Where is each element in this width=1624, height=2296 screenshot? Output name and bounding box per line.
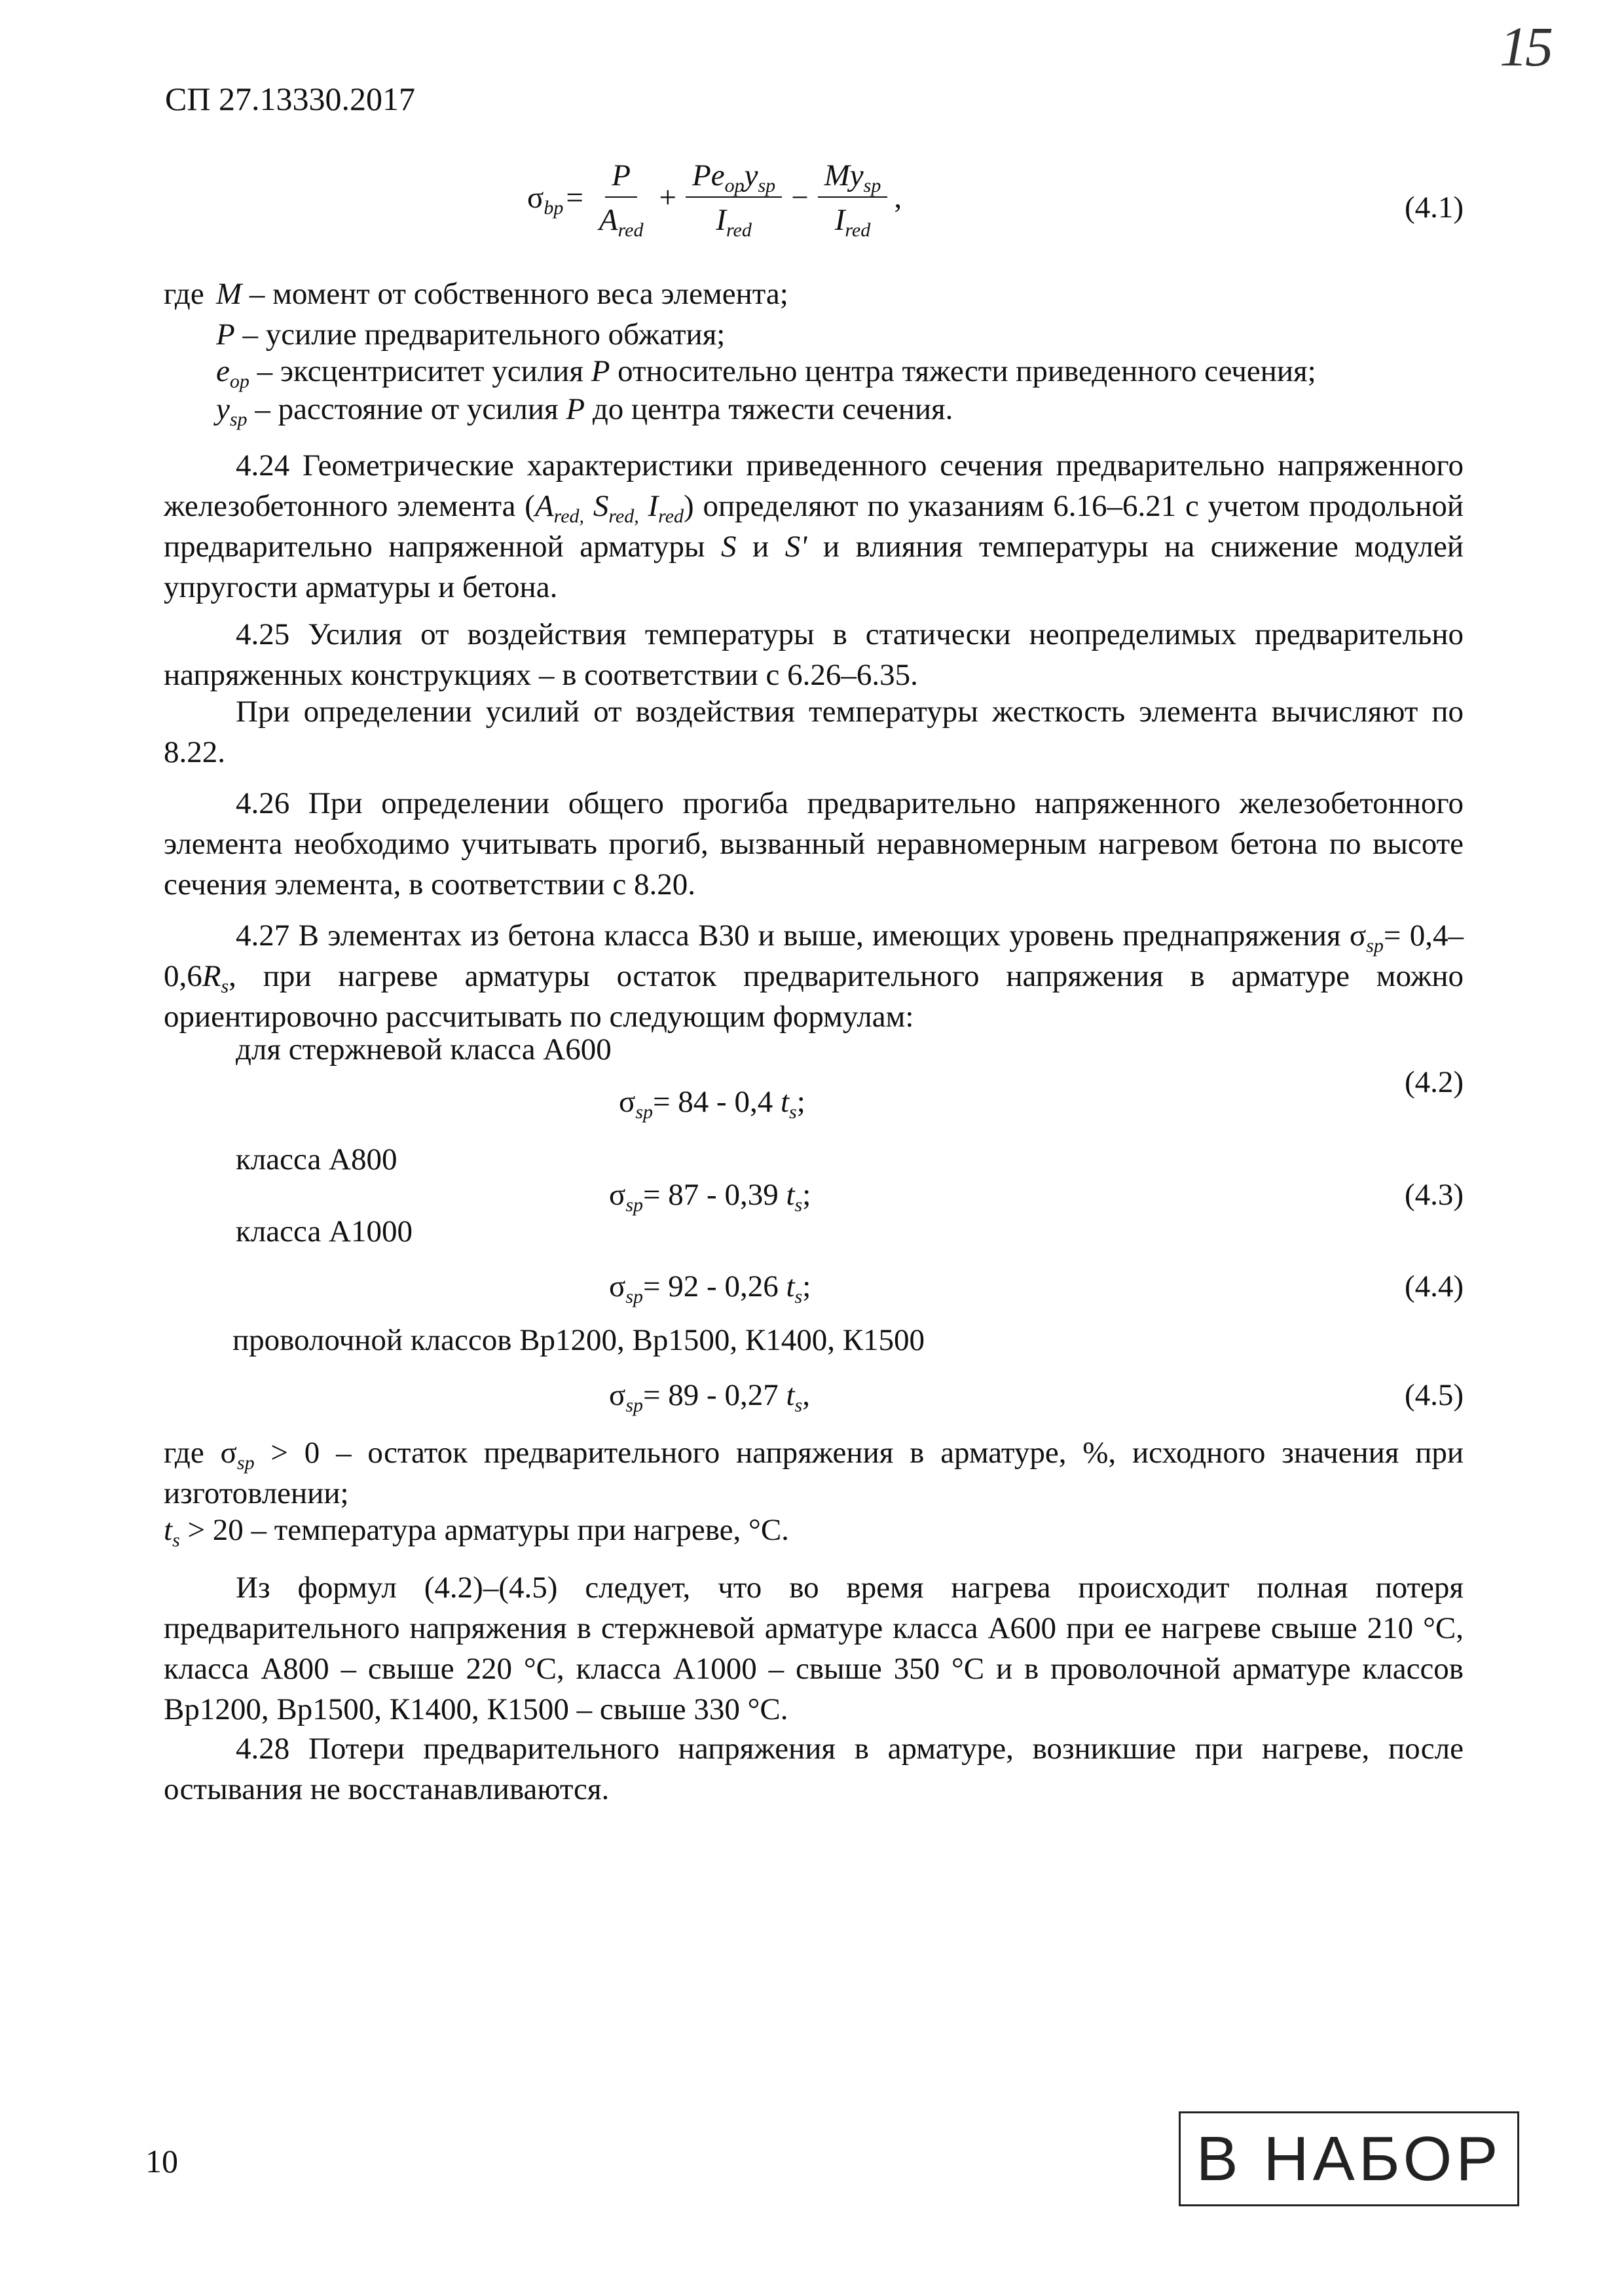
handwritten-page-mark: 15 (1500, 15, 1551, 78)
paragraph-4-24: 4.24 Геометрические характеристики приведенного сечения предварительно напряженного железобетонного элемента ($A_{red,}$ $S_{red,}$ $I_{red}$) определяют по указаниям 6.16–6.21 с учетом продольной предварительно напряженной арматуры S и S' и влияния температуры на снижение модулей упругости арматуры и бетона. (164, 448, 1464, 604)
label-wire-classes: проволочной классов Bр1200, Bр1500, К1400, К1500 (232, 1323, 925, 1357)
paragraph-4-25: 4.25 Усилия от воздействия температуры в статически неопределимых предварительно напряженных конструкциях – в соответствии с 6.26–6.35. (164, 617, 1464, 692)
paragraph-4-27: 4.27 В элементах из бетона класса В30 и выше, имеющих уровень преднапряжения $\sigma_{sp}= 0,4-0,6R_s$, при нагреве арматуры остаток предварительного напряжения в арматуре можно ориентировочно рассчитывать по следующим формулам: (164, 919, 1464, 1034)
definition-y: $y_{sp}$ – расстояние от усилия P до центра тяжести сечения. (216, 392, 953, 430)
paragraph-4-26: 4.26 При определении общего прогиба предварительно напряженного железобетонного элемента необходимо учитывать прогиб, вызванный неравномерным нагревом бетона по высоте сечения элемента, в соответствии с 8.20. (164, 786, 1464, 902)
formula-4-1-number: (4.1) (1404, 191, 1464, 225)
definition-m: где M – момент от собственного веса элемента; (164, 277, 788, 311)
stamp-v-nabor: В НАБОР (1179, 2111, 1519, 2206)
formula-4-4: $\sigma_{sp}= 92 - 0,26$ $t_s$; (609, 1269, 811, 1307)
label-a600: для стержневой класса А600 (236, 1032, 612, 1066)
formula-4-2: $\sigma_{sp}= 84 - 0,4$ $t_s$; (619, 1085, 805, 1123)
formula-4-3-number: (4.3) (1404, 1178, 1464, 1212)
formula-4-1-lhs: $\sigma_{bp}$ (527, 181, 564, 219)
paragraph-conclusion: Из формул (4.2)–(4.5) следует, что во время нагрева происходит полная потеря предварительного напряжения в стержневой арматуре класса А600 при ее нагреве свыше 210 °С, класса А800 – свыше 220 °С, класса А1000 – свыше 350 °С и в проволочной арматуре классов Bр1200, Bр1500, К1400, К1500 – свыше 330 °С. (164, 1571, 1464, 1726)
formula-4-1-term1: $\frac{P}{A_{red}}$ (593, 156, 650, 240)
page-number: 10 (145, 2143, 178, 2179)
formula-4-1-minus: − (791, 181, 809, 215)
formula-4-1-term3: $\frac{My_{sp}}{I_{red}}$ (818, 156, 888, 240)
formula-4-1-term2: $\frac{Pe_{op}y_{sp}}{I_{red}}$ (686, 156, 782, 240)
formula-4-4-number: (4.4) (1404, 1269, 1464, 1303)
definition-ts: $t_s > 20$ – температура арматуры при нагреве, °С. (164, 1513, 789, 1551)
paragraph-4-28: 4.28 Потери предварительного напряжения в арматуре, возникшие при нагреве, после остывания не восстанавливаются. (164, 1732, 1464, 1806)
definition-p: P – усилие предварительного обжатия; (216, 318, 726, 352)
formula-4-5-number: (4.5) (1404, 1378, 1464, 1412)
paragraph-4-25-continued: При определении усилий от воздействия температуры жесткость элемента вычисляют по 8.22. (164, 695, 1464, 769)
definition-e: $e_{op}$ – эксцентриситет усилия P относительно центра тяжести приведенного сечения; (216, 354, 1316, 392)
definition-sigma-sp: где $\sigma_{sp} > 0$ – остаток предварительного напряжения в арматуре, %, исходного значения при изготовлении; (164, 1436, 1464, 1510)
label-a800: класса А800 (236, 1142, 397, 1176)
formula-4-3: $\sigma_{sp}= 87 - 0,39$ $t_s$; (609, 1178, 811, 1216)
formula-4-1: $\sigma_{bp}$ = $\frac{P}{A_{red}}$ + $\frac{Pe_{op}y_{sp}}{I_{red}}$ − $\frac{My_{sp}}{I_{red}}$ , (527, 156, 902, 240)
formula-4-1-eq: = (566, 181, 583, 215)
formula-4-2-number: (4.2) (1404, 1065, 1464, 1099)
formula-4-1-plus: + (659, 181, 676, 215)
label-a1000: класса А1000 (236, 1214, 413, 1248)
document-code: СП 27.13330.2017 (165, 81, 415, 117)
formula-4-5: $\sigma_{sp}= 89 - 0,27$ $t_s$, (609, 1378, 810, 1416)
